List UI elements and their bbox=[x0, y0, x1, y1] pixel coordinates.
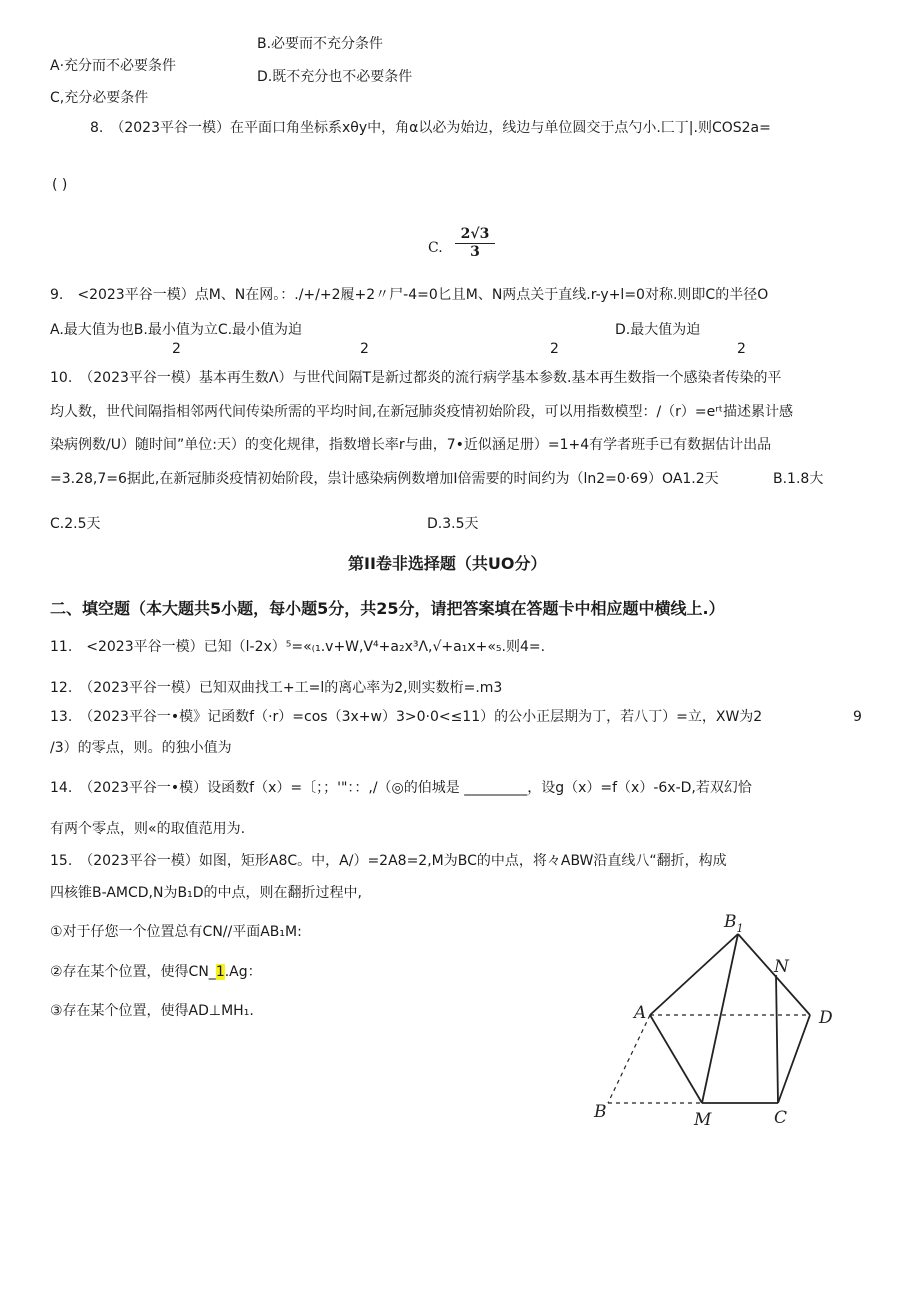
q7-option-d: D.既不充分也不必要条件 bbox=[257, 69, 413, 85]
q9-stem: 9. <2023平谷一模）点M、N在网。：./+/+2履+2〃尸-4=0匕且M、N两点关于直线.r-y+l=0对称.则即C的半径O bbox=[50, 287, 769, 303]
q11-stem: 11. <2023平谷一模）已知（l-2x）⁵=«₍₁.v+W,V⁴+a₂x³Λ,√+a₁x+«₅.则4=. bbox=[50, 639, 546, 655]
q15-item-3: ③存在某个位置，使得AD⊥MH₁. bbox=[50, 1003, 254, 1019]
q10-option-d: D.3.5天 bbox=[427, 516, 479, 532]
label-a: A bbox=[634, 1003, 647, 1023]
q8-blank: ( ) bbox=[52, 177, 68, 193]
q10-line-4: =3.28,7=6据此,在新冠肺炎疫情初始阶段，祟计感染病例数增加I倍需要的时间约为（ln2=0·69）OA1.2天 bbox=[50, 471, 719, 487]
q15-item-2-tail: .Ag： bbox=[224, 964, 262, 980]
q8-option-c-fraction bbox=[455, 226, 495, 260]
q9-options-abc: A.最大值为也B.最小值为立C.最小值为迫 bbox=[50, 322, 303, 338]
q12-stem: 12. （2023平谷一模）已知双曲找工+工=l的离心率为2,则实数桁=.m3 bbox=[50, 680, 503, 696]
edge-n-c bbox=[776, 975, 778, 1103]
edge-a-m bbox=[650, 1015, 702, 1103]
q9-denominator-d: 2 bbox=[737, 341, 746, 357]
q15-line-2: 四核锥B-AMCD,N为B₁D的中点，则在翻折过程中, bbox=[50, 885, 362, 901]
q15-item-2-text: ②存在某个位置，使得CN_ bbox=[50, 964, 216, 980]
edge-a-b-dashed bbox=[608, 1015, 650, 1103]
q8-stem: 8. （2023平谷一模）在平面口角坐标系xθy中，角α以必为始边，线边与单位圆交于点勺小.匚丁|.则COS2a= bbox=[90, 120, 771, 136]
q9-denominator-c: 2 bbox=[550, 341, 559, 357]
label-d: D bbox=[819, 1008, 833, 1028]
label-b: B bbox=[594, 1102, 607, 1122]
q15-item-2 bbox=[50, 964, 262, 981]
edge-b1-a bbox=[650, 934, 738, 1015]
q13-line-1-right: 9 bbox=[853, 709, 862, 725]
q7-option-b: B.必要而不充分条件 bbox=[257, 36, 384, 52]
q10-line-2: 均人数，世代间隔指相邻两代间传染所需的平均时间,在新冠肺炎疫情初始阶段，可以用指数模型：/（r）=eʳᵗ描述累计感 bbox=[50, 404, 794, 420]
edge-b1-m bbox=[702, 934, 738, 1103]
q10-option-c: C.2.5天 bbox=[50, 516, 101, 532]
q10-line-3: 染病例数/U）随时间”单位:天）的变化规律，指数增长率r与曲，7•近似涵足册）=1+4有学者班手已有数据估计出品 bbox=[50, 437, 772, 453]
q10-option-b: B.1.8大 bbox=[773, 471, 824, 487]
q15-line-1: 15. （2023平谷一模）如图，矩形A8C。中，A/）=2A8=2,M为BC的中点，将々ABW沿直线八“翻折，构成 bbox=[50, 853, 727, 869]
q13-line-1: 13. （2023平谷一•模》记函数f（·r）=cos（3x+w）3>0·0<≤11）的公小正层期为丁，若八丁）=立，XW为2 bbox=[50, 709, 763, 725]
q8-option-c-label: C. bbox=[428, 240, 443, 256]
label-m: M bbox=[694, 1110, 712, 1130]
label-b1: $B_1$ bbox=[724, 912, 744, 935]
q7-option-c: C,充分必要条件 bbox=[50, 90, 149, 106]
q7-option-a: A·充分而不必要条件 bbox=[50, 58, 177, 74]
label-n: N bbox=[774, 957, 789, 977]
edge-c-d bbox=[778, 1015, 810, 1103]
q8-option-c-denominator: 3 bbox=[470, 244, 480, 260]
q10-line-1: 10. （2023平谷一模）基本再生数Λ）与世代间隔T是新过都炎的流行病学基本参数.基本再生数指一个感染者传染的平 bbox=[50, 370, 782, 386]
q8-option-c-numerator: 2√3 bbox=[455, 226, 495, 244]
q9-denominator-b: 2 bbox=[360, 341, 369, 357]
label-c: C bbox=[774, 1108, 788, 1128]
q13-line-2: /3）的零点，则。的独小值为 bbox=[50, 740, 232, 756]
q14-line-2: 有两个零点，则«的取值范用为. bbox=[50, 821, 246, 837]
q9-denominator-a: 2 bbox=[172, 341, 181, 357]
part-2-title: 第II卷非选择题（共UO分） bbox=[348, 554, 547, 573]
q15-item-1: ①对于仔您一个位置总有CN//平面AB₁M: bbox=[50, 924, 302, 940]
fill-in-section-header: 二、填空题（本大题共5小题，每小题5分，共25分，请把答案填在答题卡中相应题中横线上.） bbox=[50, 599, 725, 618]
q14-line-1: 14. （2023平谷一•模）设函数f（x）=〔；；'"：：,/（◎的伯城是 _________，设g（x）=f（x）-6x-D,若双幻恰 bbox=[50, 780, 752, 796]
q9-option-d: D.最大值为迫 bbox=[615, 322, 701, 338]
q15-item-2-highlight: 1 bbox=[215, 964, 225, 980]
pyramid-figure bbox=[590, 905, 860, 1135]
